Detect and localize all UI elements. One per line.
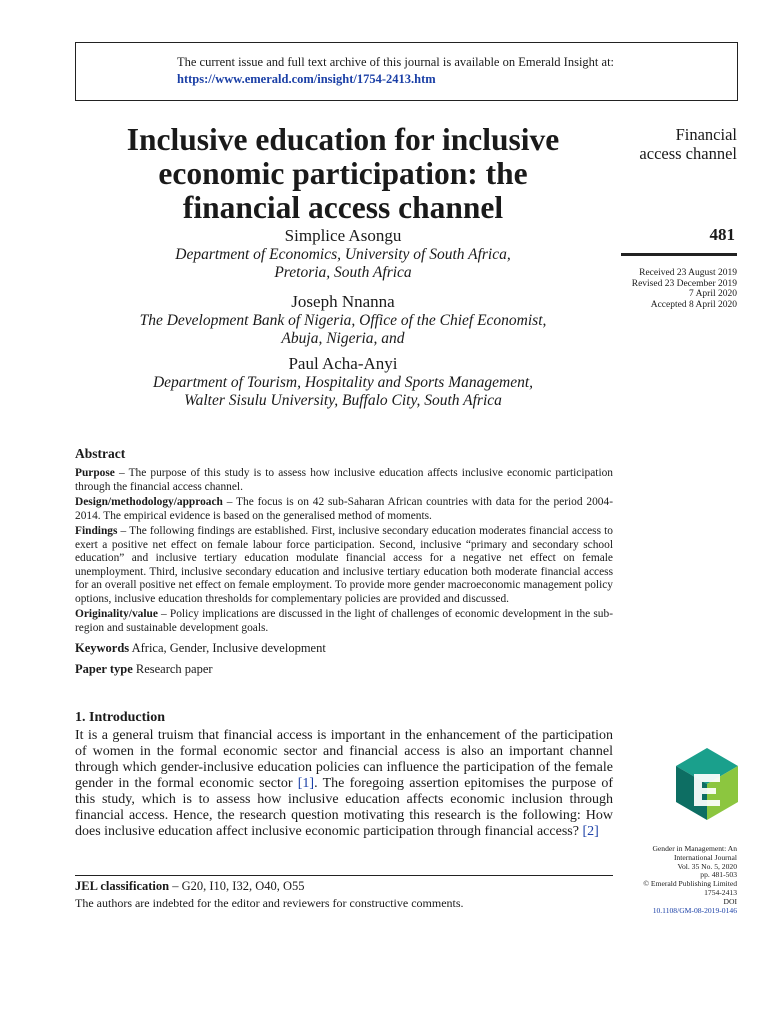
- abstract-section: [75, 446, 613, 677]
- publisher-logo: [676, 748, 738, 820]
- submission-dates: [632, 268, 737, 311]
- running-title: [639, 125, 737, 163]
- access-notice-text: The current issue and full text archive of this journal is available on Emerald Insight at:: [177, 55, 615, 69]
- accepted-date: Accepted 8 April 2020: [650, 300, 737, 311]
- purpose-label: Purpose: [75, 467, 115, 479]
- intro-text: . The foregoing assertion epitomises the purpose of this study, which is to assess how inclusive education affects economic inclusion through financial access. Hence, the research question motivating this research is the following: How does inclusive education affect inclusive economic participation through financial access?: [75, 776, 613, 839]
- author-block-3: [75, 354, 611, 410]
- findings-text: – The following findings are established. First, inclusive secondary education moderates financial access to exert a positive net effect on female labour force participation. Second, inclusive “primary and secondary school education” and inclusive tertiary education modulate financial access for a negative net effect on female unemployment. Third, inclusive secondary education and inclusive tertiary education both moderate financial access for an overall positive net effect on female employment. To provide more gender macroeconomic management policy options, inclusive education thresholds for complementary policies are provided and discussed.: [75, 525, 613, 605]
- author-affiliation: Abuja, Nigeria, and: [281, 330, 405, 347]
- revised-date: 7 April 2020: [688, 289, 737, 300]
- acknowledgement: The authors are indebted for the editor and reviewers for constructive comments.: [75, 896, 464, 910]
- journal-issn: 1754-2413: [704, 887, 737, 897]
- keywords-text: Africa, Gender, Inclusive development: [131, 641, 326, 655]
- doi-label: DOI: [723, 896, 737, 906]
- paper-type-label: Paper type: [75, 662, 133, 676]
- page-number: 481: [709, 225, 735, 244]
- revised-date: Revised 23 December 2019: [631, 278, 737, 289]
- intro-text: It is a general truism that financial access is important in the enhancement of the participation of women in the formal economic sector and financial access is also an important channel through which gender-inclusive education policies can influence the participation of the female gender in the formal economic sector: [75, 728, 613, 791]
- journal-copyright: © Emerald Publishing Limited: [643, 879, 737, 889]
- journal-name: Gender in Management: An: [652, 844, 737, 853]
- journal-name: International Journal: [673, 852, 737, 862]
- author-name: Simplice Asongu: [284, 226, 402, 245]
- title-line-1: Inclusive education for inclusive: [126, 122, 560, 157]
- jel-classification: [75, 879, 305, 894]
- findings-label: Findings: [75, 525, 118, 537]
- sidebar-divider: [621, 253, 737, 256]
- access-notice-box: [75, 42, 738, 101]
- running-title-line-1: Financial: [675, 125, 737, 144]
- design-label: Design/methodology/approach: [75, 496, 223, 508]
- doi-link[interactable]: 10.1108/GM-08-2019-0146: [652, 905, 737, 915]
- originality-label: Originality/value: [75, 608, 158, 620]
- jel-codes: – G20, I10, I32, O40, O55: [169, 879, 305, 893]
- purpose-text: – The purpose of this study is to assess how inclusive education affects inclusive economic participation through the financial access channel.: [75, 467, 613, 493]
- author-affiliation: Walter Sisulu University, Buffalo City, South Africa: [184, 392, 502, 409]
- title-line-2: economic participation: the: [158, 156, 528, 191]
- introduction-section: [75, 710, 613, 840]
- running-title-line-2: access channel: [639, 144, 737, 163]
- journal-volume: Vol. 35 No. 5, 2020: [677, 861, 737, 871]
- introduction-heading: 1. Introduction: [75, 710, 165, 725]
- author-block-1: [75, 226, 611, 282]
- abstract-originality: [75, 608, 613, 635]
- design-text: – The focus is on 42 sub-Saharan African countries with data for the period 2004-2014. The empirical evidence is based on the generalised method of moments.: [75, 496, 613, 522]
- author-name: Paul Acha-Anyi: [288, 354, 398, 373]
- journal-pages: pp. 481-503: [700, 870, 737, 880]
- author-affiliation: The Development Bank of Nigeria, Office of the Chief Economist,: [139, 312, 547, 329]
- journal-info: [643, 845, 737, 915]
- footnote-divider: [75, 875, 613, 876]
- journal-url-link[interactable]: https://www.emerald.com/insight/1754-2413.htm: [177, 72, 436, 86]
- reference-link-2[interactable]: [2]: [582, 824, 599, 839]
- author-affiliation: Department of Tourism, Hospitality and Sports Management,: [152, 374, 534, 391]
- reference-link-1[interactable]: [1]: [297, 776, 315, 791]
- abstract-heading: Abstract: [75, 446, 126, 461]
- jel-label: JEL classification: [75, 879, 170, 893]
- author-block-2: [75, 292, 611, 348]
- originality-text: – Policy implications are discussed in the light of challenges of economic development in the sub-region and sustainable development goals.: [75, 608, 613, 634]
- author-name: Joseph Nnanna: [291, 292, 395, 311]
- author-affiliation: Pretoria, South Africa: [274, 264, 412, 281]
- abstract-purpose: [75, 467, 613, 494]
- title-line-3: financial access channel: [182, 190, 504, 225]
- paper-title: [75, 123, 611, 225]
- abstract-findings: [75, 525, 613, 606]
- paper-type-text: Research paper: [135, 662, 213, 676]
- introduction-body: [75, 728, 613, 840]
- keywords: [75, 641, 613, 656]
- abstract-design: [75, 496, 613, 523]
- paper-type: [75, 662, 613, 677]
- received-date: Received 23 August 2019: [639, 268, 737, 278]
- journal-doi: [643, 898, 737, 916]
- keywords-label: Keywords: [75, 641, 130, 655]
- author-affiliation: Department of Economics, University of South Africa,: [175, 246, 511, 263]
